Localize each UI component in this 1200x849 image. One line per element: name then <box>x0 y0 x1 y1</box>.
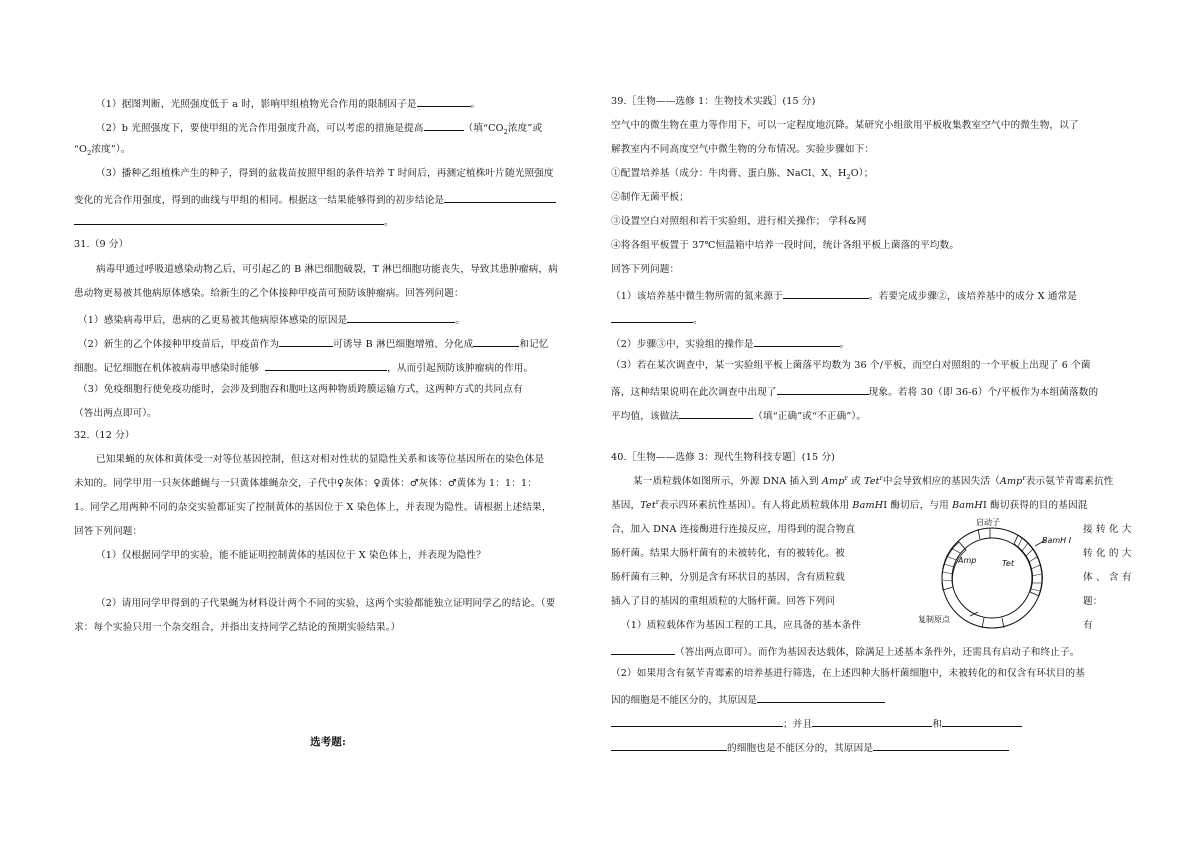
q39-heading-text: 39.［生物——选修 1：生物技术实践］(15 分) <box>611 96 816 107</box>
q40-p5-b: 体 、 含 有 <box>1083 572 1132 583</box>
q39-p2: 解教室内不同高度空气中微生物的分布情况。实验步骤如下： <box>611 144 875 155</box>
q40-p5-a: 肠杆菌有三种，分别是含有环状目的基因、含有质粒载 <box>611 572 845 583</box>
q39-s4: ④将各组平板置于 37℃恒温箱中培养一段时间，统计各组平板上菌落的平均数。 <box>611 240 960 251</box>
q39-1-a: （1）该培养基中微生物所需的氮来源于 <box>611 291 783 302</box>
answer-blank[interactable] <box>611 740 727 751</box>
xuankao-text: 选考题: <box>310 736 346 748</box>
q40-part2-cont3 <box>611 740 1009 755</box>
q39-2-a: （2）步骤③中，实验组的操作是 <box>611 339 754 350</box>
answer-blank[interactable] <box>873 740 1009 751</box>
ring-divider <box>982 618 984 628</box>
hatch-line <box>1031 565 1040 569</box>
q32-heading <box>74 430 135 442</box>
q40-2-a: （2）如果用含有氨苄青霉素的培养基进行筛选，在上述四种大肠杆菌细胞中，未被转化的和仅含有环状目的基 <box>611 668 1085 679</box>
q40-p3-b: 接 转 化 大 <box>1083 524 1132 535</box>
q31-part2-cont <box>74 360 533 375</box>
q39-step4 <box>611 240 959 252</box>
q39-ask-text: 回答下列问题： <box>611 264 680 275</box>
q30-1-end: 。 <box>470 99 481 110</box>
q40-part2-cont <box>611 692 885 707</box>
q32-p3: 1。同学乙用两种不同的杂交实验都证实了控制黄体的基因位于 X 染色体上，并表现为隐性。请根据上述结果， <box>74 502 552 513</box>
enzyme-bamh: BamH <box>952 500 983 511</box>
q39-s3: ③设置空白对照组和若干实验组，进行相关操作； 学科&网 <box>611 216 867 227</box>
q30-3-text-b: 变化的光合作用强度，得到的曲线与甲组的相同。根据这一结果能够得到的初步结论是 <box>74 195 445 206</box>
answer-blank[interactable] <box>783 288 869 299</box>
answer-blank[interactable] <box>679 408 753 419</box>
answer-blank[interactable] <box>417 96 471 107</box>
hatch-line <box>944 564 954 567</box>
q30-2-text-d: “O <box>74 144 88 155</box>
q39-3-e: （填“正确”或“不正确”）。 <box>753 411 867 422</box>
q30-2-text: （2）b 光照强度下，要使甲组的光合作用强度升高，可以考虑的措施是提高 <box>96 123 424 134</box>
q40-para-line6 <box>611 596 835 608</box>
answer-blank[interactable] <box>812 716 932 727</box>
subscript: 2 <box>503 127 508 136</box>
answer-blank[interactable] <box>347 312 455 323</box>
plasmid-inner-ring <box>952 538 1032 618</box>
hatch-line <box>951 548 960 553</box>
q40-p1-a: 某一质粒载体如图所示，外源 DNA 插入到 <box>633 476 819 487</box>
q40-part2-cont2 <box>611 716 1022 731</box>
subscript: 2 <box>846 172 851 181</box>
q40-1-b: 有 <box>1083 620 1093 631</box>
q39-step2 <box>611 192 689 204</box>
answer-blank[interactable] <box>757 692 885 703</box>
q31-p1: 病毒甲通过呼吸道感染动物乙后，可引起乙的 B 淋巴细胞破裂，T 淋巴细胞功能丧失，导致其患肿瘤病，病 <box>96 264 558 275</box>
q39-part2 <box>611 336 849 351</box>
q31-1-text: （1）感染病毒甲后，患病的乙更易被其他病原体感染的原因是 <box>78 315 348 326</box>
q40-p2-c: 酶切后，与用 <box>890 500 949 511</box>
q39-part1-cont <box>611 312 703 327</box>
q30-part2 <box>96 120 542 135</box>
answer-blank[interactable] <box>777 384 869 395</box>
q40-para-line1 <box>633 473 1114 488</box>
superscript: r <box>655 497 660 506</box>
answer-blank[interactable] <box>611 716 783 727</box>
answer-blank[interactable] <box>611 644 675 655</box>
hatch-line <box>946 556 956 560</box>
q32-p4: 回答下列问题： <box>74 526 143 537</box>
q40-heading-text: 40.［生物——选修 3：现代生物科技专题］(15 分) <box>611 452 836 463</box>
answer-blank[interactable] <box>74 214 384 225</box>
q39-part3 <box>611 360 1091 372</box>
q40-or: 或 <box>851 476 861 487</box>
q40-para-line4-right <box>1083 548 1132 560</box>
q31-part3-cont <box>74 408 157 420</box>
q40-p3-a: 合，加入 DNA 连接酶进行连接反应，用得到的混合物直 <box>611 524 856 535</box>
q39-p1: 空气中的微生物在重力等作用下，可以一定程度地沉降。某研究小组欲用平板收集教室空气中的微生物，以了 <box>611 120 1079 131</box>
q39-1-end: 。 <box>693 315 703 326</box>
amp-label: Amp <box>958 556 977 565</box>
q40-para-line2 <box>611 497 1088 512</box>
q30-2-text-e: 浓度”）。 <box>91 144 131 155</box>
q39-ask <box>611 264 679 276</box>
q39-part3-cont2 <box>611 408 866 423</box>
q39-1-b: 。若要完成步骤②，该培养基中的成分 X 通常是 <box>868 291 1078 302</box>
q31-2-text-a: （2）新生的乙个体接种甲疫苗后，甲疫苗作为 <box>78 339 280 350</box>
hatch-line <box>1022 543 1028 551</box>
bamh-label: BamH I <box>1042 536 1072 545</box>
q32-para-line4 <box>74 526 142 538</box>
q31-para-line2 <box>74 288 464 300</box>
q39-3-d: 平均值，该做法 <box>611 411 680 422</box>
hatch-line <box>1026 549 1033 556</box>
q39-s1-a: ①配置培养基（成分：牛肉膏、蛋白胨、NaCl、X、H <box>611 168 847 179</box>
q40-1-a: （1）质粒载体作为基因工程的工具，应具备的基本条件 <box>621 620 862 631</box>
q32-part1 <box>96 550 486 562</box>
gene-tet: Tet <box>640 500 656 511</box>
q40-p1-b: 中会导致相应的基因失活（ <box>882 476 1000 487</box>
q32-heading-text: 32.（12 分） <box>74 430 135 441</box>
q31-heading-text: 31.（9 分） <box>74 239 129 250</box>
q40-p2-d: 酶切获得的目的基因混 <box>990 500 1088 511</box>
enzyme-numeral: I <box>883 500 888 511</box>
answer-blank[interactable] <box>754 336 840 347</box>
q40-p2-a: 基因， <box>611 500 641 511</box>
q30-part1 <box>96 96 480 111</box>
q30-part3-blank-line <box>74 214 394 229</box>
q31-part3 <box>78 384 523 396</box>
q31-1-end: 。 <box>455 315 466 326</box>
q40-p6-a: 插入了目的基因的重组质粒的大肠杆菌。回答下列问 <box>611 596 836 607</box>
q31-part1 <box>78 312 465 327</box>
q40-2-b: 因的细胞是不能区分的，其原因是 <box>611 695 758 706</box>
promoter-mark <box>978 529 980 539</box>
q30-2-text-b: （填“CO <box>463 123 504 134</box>
q32-part2-cont <box>74 622 401 634</box>
gene-amp: Amp <box>999 476 1023 487</box>
q40-para-line3 <box>611 524 855 536</box>
q40-para-line3-right <box>1083 524 1132 536</box>
q30-part2-cont <box>74 144 131 156</box>
q40-part2 <box>611 668 1085 680</box>
q31-heading <box>74 239 128 251</box>
q39-part1 <box>611 288 1077 303</box>
q39-part3-cont <box>611 384 1098 399</box>
q40-part1 <box>621 620 861 632</box>
q40-heading <box>611 452 835 464</box>
q32-para-line2 <box>74 478 537 490</box>
q39-s2: ②制作无菌平板； <box>611 192 689 203</box>
answer-blank[interactable] <box>444 192 556 203</box>
q32-part2 <box>96 598 555 610</box>
q40-p6-b: 题： <box>1083 596 1103 607</box>
q30-3-end: 。 <box>384 217 394 228</box>
q40-p2-b: 表示四环素抗性基因）。有人将此质粒载体用 <box>659 500 850 511</box>
q31-3-text-a: （3）免疫细胞行使免疫功能时，会涉及到胞吞和胞吐这两种物质跨膜运输方式，这两种方式的共同点有 <box>78 384 523 395</box>
q40-2-e: 的细胞也是不能区分的，其原因是 <box>727 743 874 754</box>
q31-2-text-b: 可诱导 B 淋巴细胞增殖、分化成 <box>333 339 474 350</box>
hatch-line <box>943 572 953 574</box>
subscript: 2 <box>87 148 92 157</box>
superscript: r <box>844 473 848 482</box>
q39-3-a: （3）若在某次调查中，某一实验组平板上菌落平均数为 36 个/平板，而空白对照组的一个平板上出现了 6 个菌 <box>611 360 1091 371</box>
q32-p2: 未知的。同学甲用一只灰体雌蝇与一只黄体雄蝇杂交，子代中♀灰体：♀黄体：♂灰体：♂黄体为 1：1：1： <box>74 478 538 489</box>
q40-2-d: 和 <box>932 719 942 730</box>
answer-blank[interactable] <box>611 312 693 323</box>
q30-3-text: （3）播种乙组植株产生的种子，得到的盆栽苗按照甲组的条件培养 T 时间后，再测定植株叶片随光照强度 <box>96 168 554 179</box>
superscript: r <box>1022 473 1026 482</box>
q32-para-line1 <box>96 454 544 466</box>
answer-blank[interactable] <box>473 336 519 347</box>
q40-1-c: （答出两点即可）。而作为基因表达载体，除满足上述基本条件外，还需具有启动子和终止子。 <box>675 647 1080 658</box>
hatch-line <box>1031 589 1040 591</box>
q39-s1-b: O）； <box>850 168 874 179</box>
hatch-line <box>1029 557 1037 562</box>
q40-para-line4 <box>611 548 845 560</box>
q31-part2 <box>78 336 549 351</box>
gene-tet: Tet <box>864 476 880 487</box>
promoter-label: 启动子 <box>976 518 1000 527</box>
q40-p4-a: 肠杆菌。结果大肠杆菌有的未被转化，有的被转化。被 <box>611 548 845 559</box>
tet-label: Tet <box>1002 559 1014 568</box>
optional-questions-heading <box>310 736 346 748</box>
q39-step3 <box>611 216 866 228</box>
q40-p1-c: 表示氨苄青霉素抗性 <box>1025 476 1114 487</box>
q39-para-line2 <box>611 144 874 156</box>
q39-heading <box>611 96 816 108</box>
q40-2-c: ；并且 <box>783 719 813 730</box>
q39-2-end: 。 <box>839 339 850 350</box>
answer-blank[interactable] <box>279 336 333 347</box>
plasmid-diagram <box>918 518 1088 630</box>
q30-part3 <box>96 168 554 180</box>
q31-3-text-b: （答出两点即可）。 <box>74 408 157 419</box>
q39-3-b: 落，这种结果说明在此次调查中出现了 <box>611 387 777 398</box>
q39-3-c: 现象。若将 30（即 36-6）个/平板作为本组菌落数的 <box>868 387 1099 398</box>
plasmid-outer-ring <box>942 528 1042 628</box>
q32-1-text: （1）仅根据同学甲的实验，能不能证明控制黄体的基因位于 X 染色体上，并表现为隐性？ <box>96 550 486 561</box>
q31-para-line1 <box>96 264 558 276</box>
ori-label: 复制原点 <box>918 615 950 624</box>
q30-1-text: （1）据图判断，光照强度低于 a 时，影响甲组植物光合作用的限制因子是 <box>96 99 417 110</box>
hatch-line <box>943 580 952 581</box>
enzyme-bamh: BamH <box>852 500 884 511</box>
answer-blank[interactable] <box>265 360 387 371</box>
q40-para-line5-right <box>1083 572 1132 584</box>
hatch-line <box>1018 538 1022 547</box>
answer-blank[interactable] <box>424 120 464 131</box>
q30-part3-cont <box>74 192 556 207</box>
q40-part1-cont <box>611 644 1079 659</box>
hatch-line <box>1032 574 1041 576</box>
q40-p4-b: 转 化 的 大 <box>1083 548 1132 559</box>
q32-para-line3 <box>74 502 552 514</box>
q31-2-text-c: 和记忆 <box>519 339 549 350</box>
q40-para-line5 <box>611 572 845 584</box>
gene-amp: Amp <box>821 476 845 487</box>
q32-2-text-b: 求：每个实验只用一个杂交组合，并指出支持同学乙结论的预期实验结果。） <box>74 622 401 633</box>
q32-p1: 已知果蝇的灰体和黄体受一对等位基因控制，但这对相对性状的显隐性关系和该等位基因所在的染色体是 <box>96 454 545 465</box>
q30-2-text-c: 浓度”或 <box>507 123 543 134</box>
q32-2-text-a: （2）请用同学甲得到的子代果蝇为材料设计两个不同的实验，这两个实验都能独立证明同学乙的结论。（要 <box>96 598 556 609</box>
q39-step1 <box>611 168 874 180</box>
q31-p2: 患动物更易被其他病原体感染。给新生的乙个体接种甲疫苗可预防该肿瘤病。回答列问题： <box>74 288 464 299</box>
q31-2-text-e: ，从而引起预防该肿瘤病的作用。 <box>387 363 534 374</box>
enzyme-numeral: I <box>982 500 987 511</box>
answer-blank[interactable] <box>942 716 1022 727</box>
superscript: r <box>879 473 883 482</box>
q39-para-line1 <box>611 120 1079 132</box>
q31-2-text-d: 细胞。记忆细胞在机体被病毒甲感染时能够 <box>74 363 260 374</box>
